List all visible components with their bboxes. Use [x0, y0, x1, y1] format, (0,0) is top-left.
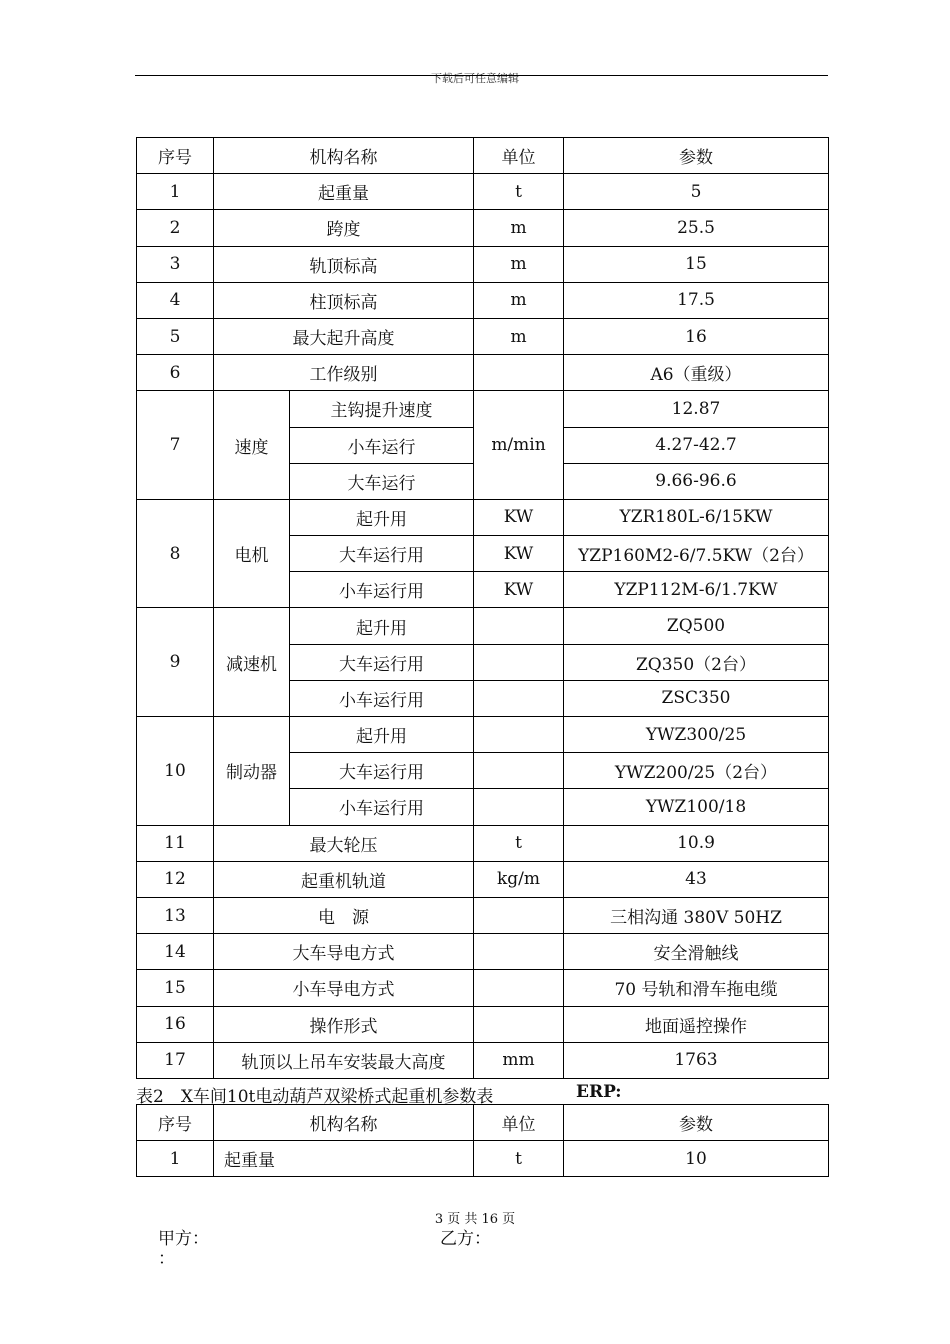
table-row — [137, 825, 829, 861]
cell-unit: t — [474, 825, 564, 861]
cell-param: 15 — [564, 246, 829, 282]
cell-no: 10 — [137, 717, 214, 826]
cell-param: A6（重级） — [564, 355, 829, 391]
caption-text: 表2 X车间10t电动葫芦双梁桥式起重机参数表 — [136, 1087, 494, 1107]
cell-no: 3 — [137, 246, 214, 282]
cell-param: 17.5 — [564, 282, 829, 318]
cell-no: 14 — [137, 934, 214, 970]
cell-no: 15 — [137, 970, 214, 1006]
cell-no: 11 — [137, 825, 214, 861]
cell-no: 1 — [137, 174, 214, 210]
cell-param: 10.9 — [564, 825, 829, 861]
cell-no: 9 — [137, 608, 214, 717]
cell-subname: 主钩提升速度 — [290, 391, 474, 427]
header-unit: 单位 — [474, 138, 564, 174]
cell-name: 操作形式 — [214, 1006, 474, 1042]
table-row — [137, 391, 829, 427]
table-row — [137, 897, 829, 933]
cell-group-name: 速度 — [214, 391, 290, 500]
cell-unit — [474, 355, 564, 391]
cell-name: 起重量 — [214, 174, 474, 210]
cell-unit: m — [474, 282, 564, 318]
cell-unit: KW — [474, 572, 564, 608]
cell-param: 16 — [564, 318, 829, 354]
header-no: 序号 — [137, 138, 214, 174]
cell-name: 最大轮压 — [214, 825, 474, 861]
cell-subname: 小车运行 — [290, 427, 474, 463]
header-param: 参数 — [564, 138, 829, 174]
cell-param: 9.66-96.6 — [564, 463, 829, 499]
cell-param: 12.87 — [564, 391, 829, 427]
table-row — [137, 282, 829, 318]
caption-erp: ERP: — [576, 1082, 622, 1102]
cell-param: 地面遥控操作 — [564, 1006, 829, 1042]
cell-no: 17 — [137, 1042, 214, 1078]
cell-param: YZR180L-6/15KW — [564, 499, 829, 535]
cell-no: 4 — [137, 282, 214, 318]
cell-param: YWZ300/25 — [564, 717, 829, 753]
table-row — [137, 138, 829, 174]
table-row — [137, 1141, 829, 1177]
cell-subname: 大车运行 — [290, 463, 474, 499]
cell-unit — [474, 717, 564, 753]
party-a-colon: ： — [158, 1249, 175, 1269]
header-no: 序号 — [137, 1105, 214, 1141]
cell-param: 43 — [564, 861, 829, 897]
cell-param: 5 — [564, 174, 829, 210]
cell-unit: KW — [474, 536, 564, 572]
table-row — [137, 934, 829, 970]
cell-no: 5 — [137, 318, 214, 354]
header-rule — [135, 75, 828, 76]
table-row — [137, 1105, 829, 1141]
cell-subname: 大车运行用 — [290, 644, 474, 680]
cell-unit: m — [474, 210, 564, 246]
party-a-label: 甲方： — [158, 1229, 209, 1249]
cell-unit: KW — [474, 499, 564, 535]
cell-subname: 大车运行用 — [290, 536, 474, 572]
cell-name: 起重机轨道 — [214, 861, 474, 897]
header-unit: 单位 — [474, 1105, 564, 1141]
cell-name: 工作级别 — [214, 355, 474, 391]
cell-name: 柱顶标高 — [214, 282, 474, 318]
table-row — [137, 1042, 829, 1078]
cell-no: 12 — [137, 861, 214, 897]
cell-unit: t — [474, 174, 564, 210]
cell-unit: m/min — [474, 391, 564, 500]
cell-group-name: 制动器 — [214, 717, 290, 826]
cell-no: 7 — [137, 391, 214, 500]
table-row — [137, 499, 829, 535]
cell-param: 1763 — [564, 1042, 829, 1078]
header-name: 机构名称 — [214, 138, 474, 174]
cell-unit: mm — [474, 1042, 564, 1078]
cell-name: 轨顶标高 — [214, 246, 474, 282]
cell-name: 轨顶以上吊车安装最大高度 — [214, 1042, 474, 1078]
cell-param: YZP112M-6/1.7KW — [564, 572, 829, 608]
cell-param: 10 — [564, 1141, 829, 1177]
table-row — [137, 861, 829, 897]
crane-parameter-table — [136, 137, 829, 1079]
cell-name: 大车导电方式 — [214, 934, 474, 970]
cell-subname: 小车运行用 — [290, 680, 474, 716]
cell-unit — [474, 789, 564, 825]
cell-subname: 起升用 — [290, 717, 474, 753]
table-row — [137, 174, 829, 210]
cell-unit: kg/m — [474, 861, 564, 897]
cell-subname: 小车运行用 — [290, 789, 474, 825]
header-param: 参数 — [564, 1105, 829, 1141]
cell-no: 1 — [137, 1141, 214, 1177]
cell-name: 电 源 — [214, 897, 474, 933]
cell-subname: 大车运行用 — [290, 753, 474, 789]
cell-unit — [474, 608, 564, 644]
cell-unit — [474, 1006, 564, 1042]
cell-param: ZQ500 — [564, 608, 829, 644]
cell-subname: 起升用 — [290, 608, 474, 644]
cell-subname: 起升用 — [290, 499, 474, 535]
cell-unit — [474, 680, 564, 716]
page-number: 3 页 共 16 页 — [434, 1212, 516, 1227]
cell-param: ZQ350（2台） — [564, 644, 829, 680]
cell-name: 起重量 — [214, 1141, 474, 1177]
table-row — [137, 717, 829, 753]
cell-unit — [474, 897, 564, 933]
cell-group-name: 电机 — [214, 499, 290, 608]
table-row — [137, 970, 829, 1006]
cell-param: ZSC350 — [564, 680, 829, 716]
cell-param: 安全滑触线 — [564, 934, 829, 970]
cell-unit: m — [474, 246, 564, 282]
table-row — [137, 608, 829, 644]
cell-param: 4.27-42.7 — [564, 427, 829, 463]
header-name: 机构名称 — [214, 1105, 474, 1141]
cell-no: 8 — [137, 499, 214, 608]
cell-no: 2 — [137, 210, 214, 246]
table-row — [137, 1006, 829, 1042]
cell-unit — [474, 970, 564, 1006]
cell-param: YZP160M2-6/7.5KW（2台） — [564, 536, 829, 572]
cell-no: 13 — [137, 897, 214, 933]
cell-name: 小车导电方式 — [214, 970, 474, 1006]
cell-subname: 小车运行用 — [290, 572, 474, 608]
cell-unit — [474, 753, 564, 789]
cell-unit: m — [474, 318, 564, 354]
table-row — [137, 210, 829, 246]
cell-name: 跨度 — [214, 210, 474, 246]
table-row — [137, 355, 829, 391]
crane-parameter-table-2 — [136, 1104, 829, 1177]
cell-unit — [474, 934, 564, 970]
page-header: 下载后可任意编辑 — [431, 72, 519, 85]
table-row — [137, 246, 829, 282]
cell-unit: t — [474, 1141, 564, 1177]
cell-param: YWZ200/25（2台） — [564, 753, 829, 789]
cell-param: 70 号轨和滑车拖电缆 — [564, 970, 829, 1006]
cell-name: 最大起升高度 — [214, 318, 474, 354]
cell-unit — [474, 644, 564, 680]
party-b-label: 乙方： — [440, 1229, 491, 1249]
cell-group-name: 减速机 — [214, 608, 290, 717]
table-row — [137, 318, 829, 354]
cell-param: 三相沟通 380V 50HZ — [564, 897, 829, 933]
cell-no: 16 — [137, 1006, 214, 1042]
cell-param: 25.5 — [564, 210, 829, 246]
cell-no: 6 — [137, 355, 214, 391]
cell-param: YWZ100/18 — [564, 789, 829, 825]
